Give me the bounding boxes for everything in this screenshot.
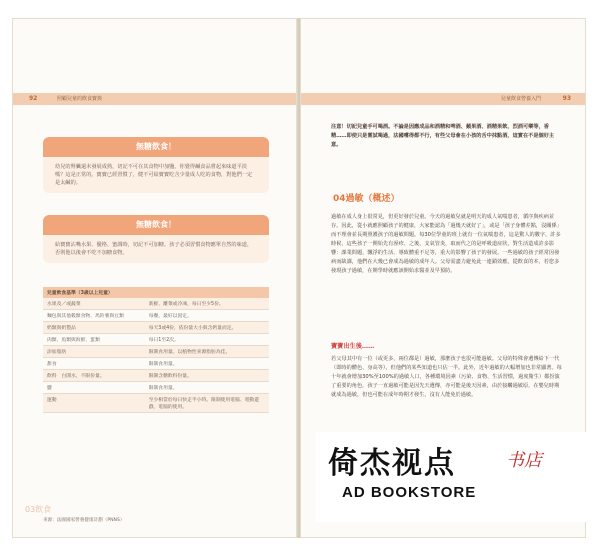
food-cell: 奶類與奶製品 <box>43 322 145 334</box>
no-salt-text: 幼兒的腎臟還未發展成熟，切記不可在其食物中加鹽。你覺得鹹食品嘗起來味道平淡嗎？這是正常的。寶寶已經習慣了，健不可給寶寶吃含少量成人吃的食物，對他們一定是太鹹的。 <box>55 164 253 186</box>
food-cell: 添加脂肪 <box>43 346 145 358</box>
table-row <box>43 334 269 346</box>
right-page-number: 93 <box>562 95 571 102</box>
advice-cell: 新鮮、離菜或冷凍，每日至少5份。 <box>145 298 269 310</box>
table-row <box>43 382 269 394</box>
after-birth-text: 若父母其中有一位（或更多，兩位都是）過敏，那麼孩子也很可能過敏。父母的特殊會遺傳給下一代（即時的體色、身高等），但他們的某些知道也只佔一半。此外，近年過敏的大幅增加也非常顯著。每十年就會增加30%至100%的過敏人口，各種環境因素（污染、食物、生活習慣，過度衛生）都扮演了重要的角色，孩子一直過敏可能是因先天遺傳，亦可能是後天因素，由於接觸過敏原，在嬰兒時期就成為過敏，但也可能在成年時期才發生，沒有人能免於過敏。 <box>331 356 562 398</box>
food-cell: 麵包與其他穀類食物、馬鈴薯與豆類 <box>43 310 145 322</box>
table-row <box>43 346 269 358</box>
food-cell: 甜食 <box>43 358 145 370</box>
table-row <box>43 298 269 310</box>
table-row <box>43 370 269 382</box>
advice-cell: 限制食用量。 <box>145 382 269 394</box>
no-sugar-text: 給寶寶沾嘴水果、優格、蜜調時，切記不可加糖。孩子必須習慣食物應單自然的味道，否則他以後會不吃不加糖食物。 <box>55 242 253 256</box>
advice-cell: 限制食用量。以植物性來源脂肪為佳。 <box>145 346 269 358</box>
left-page-number: 92 <box>29 95 38 102</box>
table-row <box>43 310 269 322</box>
allergy-intro-text: 過敏在成人身上很常見，但更好發於兒童。今天的過敏兒就是明天的成人氣喘患者，循序與疾病並存。因此，從小就應照顧孩子的健康，大家能認為「過幾天就好了」，或是「孩子身體差點，沒關係」而不理會並長期照護孩子的過敏問題。每30位學童的班上就有一位氣喘患者，這是驚人的數字，許多時候，這些孩子一開始先有溼疹、之後，支氣管炎，取而代之的是呼吸道症狀，對生活造成許多影響：課業問題、飄浮的生活、導致體重不足等，重大的影響了孩子的發展。一些過敏的孩子經常因發病而缺課，他們在大幾已會成為過敏的成年人。父母需盡力避免此一連鎖效應，從飲食的本，若您多發現孩子過敏，在開學時就應該開始求醫並及早預防。 <box>331 214 562 274</box>
left-footer-label: 03飲食 <box>25 505 52 514</box>
logo-english: AD BOOKSTORE <box>342 484 477 501</box>
right-running-title: 兒童飲食營養入門 <box>500 96 541 102</box>
alcohol-note: 注意！切記兒童手可喝酒。不論是因應成品和酒精和啤酒、蘋果酒、酒精果飲、烈酒可樂等，香精……即使只是嘗試喝過，法國嚐得都不行，有些父母會在小孩的舌中抹點酒，這實在不是個好主意。 <box>331 124 555 148</box>
book-spread <box>12 18 586 540</box>
no-salt-box <box>43 137 269 193</box>
food-cell: 運動 <box>43 394 145 413</box>
advice-cell: 每餐，最好以固定。 <box>145 310 269 322</box>
left-running-header <box>13 93 297 105</box>
table-row <box>43 358 269 370</box>
table-row <box>43 394 269 413</box>
table-header: 兒童飲食基準（3歲以上兒童） <box>43 287 269 298</box>
after-birth-subhead: 寶寶出生後…… <box>331 343 375 350</box>
right-running-header <box>301 93 585 105</box>
table-row <box>43 322 269 334</box>
food-cell: 肉類、魚類與海鮮、蛋類 <box>43 334 145 346</box>
advice-cell: 每日1至2次。 <box>145 334 269 346</box>
no-salt-title: 無糖飲食！ <box>43 137 269 157</box>
advice-cell: 限制食用量。 <box>145 358 269 370</box>
logo-chinese: 倚杰视点 <box>328 446 456 481</box>
no-sugar-box <box>43 215 269 263</box>
food-cell: 水果及／或蔬菜 <box>43 298 145 310</box>
bookstore-watermark <box>316 432 596 522</box>
left-running-title: 照顧兒童的飲食寶典 <box>57 96 103 102</box>
table-source: 來源：法國國家營養健康計劃（PNNS） <box>43 518 125 523</box>
food-cell: 鹽 <box>43 382 145 394</box>
no-sugar-title: 無糖飲食！ <box>43 215 269 235</box>
food-cell: 飲料 白開水，不限份量。 <box>43 370 145 382</box>
logo-chinese-script: 书店 <box>506 450 542 471</box>
diet-guideline-table <box>43 287 269 413</box>
left-page <box>12 18 298 538</box>
section-title: 04過敏（概述） <box>333 194 400 204</box>
advice-cell: 至少相當於每日快走半小時。限制使用電腦、電動遊戲、電腦的使用。 <box>145 394 269 413</box>
advice-cell: 限制含糖飲料份量。 <box>145 370 269 382</box>
advice-cell: 每天3或4份，依份量大小與含鈣量而定。 <box>145 322 269 334</box>
